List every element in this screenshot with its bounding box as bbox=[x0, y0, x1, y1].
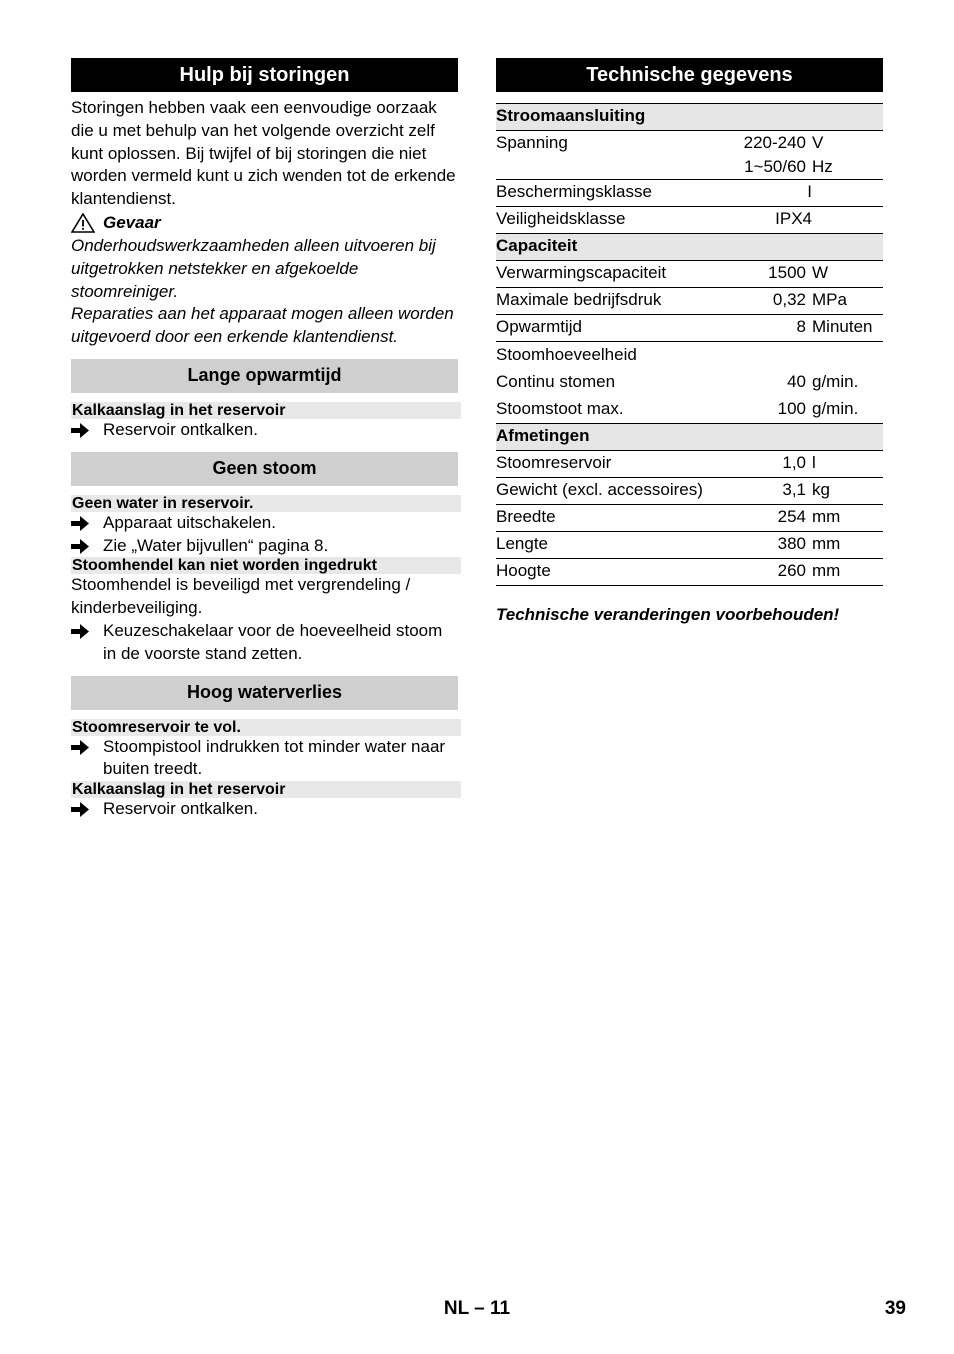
spec-row-continuous-steam: Continu stomen 40 g/min. bbox=[496, 372, 859, 391]
spec-row-height: Hoogte 260 mm bbox=[496, 559, 883, 586]
spec-row-steam-shot: Stoomstoot max. 100 g/min. bbox=[496, 399, 859, 418]
footer-page-number: 39 bbox=[884, 1298, 906, 1319]
arrow-right-icon bbox=[71, 419, 103, 442]
arrow-right-icon bbox=[71, 736, 103, 782]
warning-text-2: Reparaties aan het apparaat mogen alleen worden uitgevoerd door een erkende klantendienst. bbox=[71, 304, 454, 347]
spec-row-safety-class: Veiligheidsklasse IPX4 bbox=[496, 207, 883, 234]
spec-row-spanning: Spanning 220-240 1~50/60 V Hz bbox=[496, 131, 883, 180]
spec-row-weight: Gewicht (excl. accessoires) 3,1 kg bbox=[496, 478, 883, 505]
intro-paragraph: Storingen hebben vaak een eenvoudige oorzaak die u met behulp van het volgende overzicht zelf kunt oplossen. Bij twijfel of bij storingen die niet worden vermeld kunt u zich wenden tot de erkende klantendienst. bbox=[71, 98, 456, 209]
subsection-title-no-steam: Geen stoom bbox=[71, 452, 458, 486]
technical-changes-note: Technische veranderingen voorbehouden! bbox=[496, 605, 840, 624]
arrow-right-icon bbox=[71, 512, 103, 535]
section-title-troubleshooting: Hulp bij storingen bbox=[71, 58, 458, 92]
cause-heading: Geen water in reservoir. bbox=[71, 495, 461, 512]
spec-section-header: Stroomaansluiting bbox=[496, 104, 883, 131]
right-column bbox=[496, 58, 883, 626]
spec-row-length: Lengte 380 mm bbox=[496, 532, 883, 559]
remedy-item bbox=[71, 736, 458, 782]
warning-heading bbox=[71, 211, 458, 235]
warning-triangle-icon bbox=[71, 213, 95, 233]
remedy-text: Reservoir ontkalken. bbox=[103, 799, 258, 819]
spec-row-heatup-time: Opwarmtijd 8 Minuten bbox=[496, 315, 883, 342]
remedy-item bbox=[71, 535, 458, 558]
remedy-text: Apparaat uitschakelen. bbox=[103, 512, 276, 532]
remedy-item bbox=[71, 512, 458, 535]
spec-section-header: Capaciteit bbox=[496, 234, 883, 261]
spec-row-steam-amount: Stoomhoeveelheid bbox=[496, 345, 637, 364]
remedy-item bbox=[71, 798, 458, 821]
spec-row-max-pressure: Maximale bedrijfsdruk 0,32 MPa bbox=[496, 288, 883, 315]
footer-language-page: NL – 11 bbox=[443, 1298, 511, 1319]
remedy-text: Reservoir ontkalken. bbox=[103, 419, 258, 439]
subsection-title-water-loss: Hoog waterverlies bbox=[71, 676, 458, 710]
cause-heading: Kalkaanslag in het reservoir bbox=[71, 781, 461, 798]
cause-heading: Stoomreservoir te vol. bbox=[71, 719, 461, 736]
remedy-text: Zie „Water bijvullen“ pagina 8. bbox=[103, 535, 329, 555]
warning-text-1: Onderhoudswerkzaamheden alleen uitvoeren bij uitgetrokken netstekker en afgekoelde stoomreiniger. bbox=[71, 235, 436, 301]
spec-row-heating-capacity: Verwarmingscapaciteit 1500 W bbox=[496, 261, 883, 288]
spec-row-protection-class: Beschermingsklasse I bbox=[496, 180, 883, 207]
spec-row-width: Breedte 254 mm bbox=[496, 505, 883, 532]
cause-description: Stoomhendel is beveiligd met vergrendeling / kinderbeveiliging. bbox=[71, 575, 411, 618]
remedy-text: Stoompistool indrukken tot minder water naar buiten treedt. bbox=[103, 736, 446, 779]
subsection-title-long-heatup: Lange opwarmtijd bbox=[71, 359, 458, 393]
spec-row-reservoir: Stoomreservoir 1,0 l bbox=[496, 451, 883, 478]
remedy-item bbox=[71, 620, 458, 666]
remedy-text: Keuzeschakelaar voor de hoeveelheid stoom in de voorste stand zetten. bbox=[103, 620, 443, 663]
spec-section-header: Afmetingen bbox=[496, 424, 883, 451]
left-column bbox=[71, 58, 458, 821]
arrow-right-icon bbox=[71, 798, 103, 821]
remedy-item bbox=[71, 419, 458, 442]
section-title-technical-data: Technische gegevens bbox=[496, 58, 883, 92]
cause-heading: Stoomhendel kan niet worden ingedrukt bbox=[71, 557, 461, 574]
warning-title: Gevaar bbox=[103, 212, 161, 232]
arrow-right-icon bbox=[71, 535, 103, 558]
cause-heading: Kalkaanslag in het reservoir bbox=[71, 402, 461, 419]
arrow-right-icon bbox=[71, 620, 103, 666]
spec-table bbox=[496, 103, 883, 586]
